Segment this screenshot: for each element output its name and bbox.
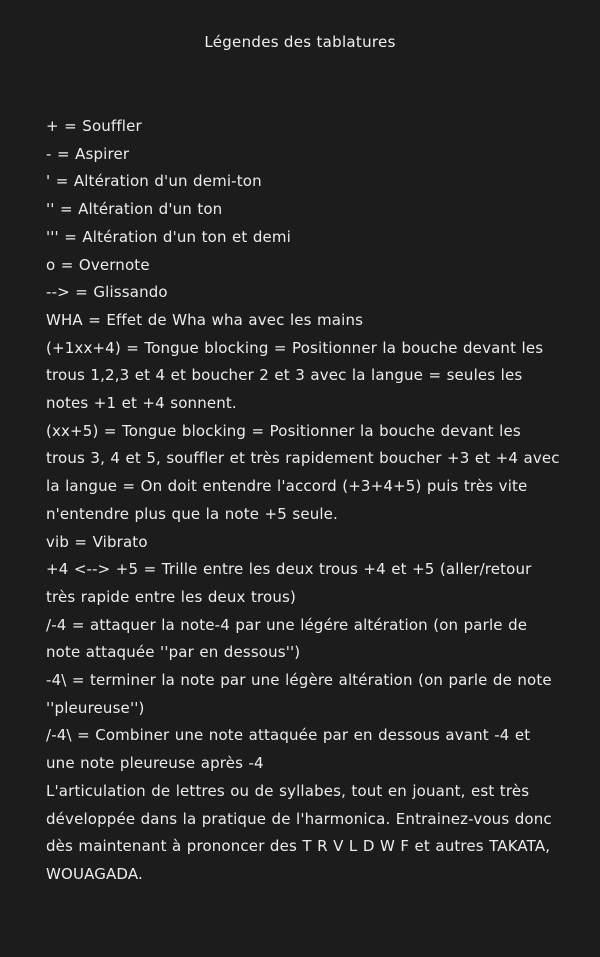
legend-item-combinaison: /-4\ = Combiner une note attaquée par en dessous avant -4 et une note pleureuse après -4 bbox=[46, 726, 531, 773]
legend-item-attaque: /-4 = attaquer la note-4 par une légére altération (on parle de note attaquée ''par en dessous'') bbox=[46, 615, 528, 662]
legend-item-trille: +4 <--> +5 = Trille entre les deux trous +4 et +5 (aller/retour très rapide entre les deux trous) bbox=[46, 560, 532, 606]
legend-item-souffler: + = Souffler bbox=[46, 117, 142, 135]
page-title: Légendes des tablatures bbox=[204, 33, 396, 51]
tablature-legend bbox=[46, 113, 564, 889]
legend-item-vibrato: vib = Vibrato bbox=[46, 532, 148, 551]
legend-item-wha: WHA = Effet de Wha wha avec les mains bbox=[46, 310, 364, 329]
legend-item-pleureuse: -4\ = terminer la note par une légère altération (on parle de note ''pleureuse'') bbox=[46, 671, 552, 717]
legend-item-overnote: o = Overnote bbox=[46, 255, 150, 274]
legend-item-aspirer: - = Aspirer bbox=[46, 144, 130, 163]
legend-item-tongue-blocking-5: (xx+5) = Tongue blocking = Positionner la bouche devant les trous 3, 4 et 5, souffler et très rapidement boucher +3 et +4 avec la langue = On doit entendre l'accord (+3+4+5) puis très vite n'entendre plus que la note +5 seule. bbox=[46, 421, 560, 523]
legend-item-tongue-blocking-1-4: (+1xx+4) = Tongue blocking = Positionner la bouche devant les trous 1,2,3 et 4 et boucher 2 et 3 avec la langue = seules les notes +1 et +4 sonnent. bbox=[46, 338, 544, 413]
legend-item-ton-et-demi: ''' = Altération d'un ton et demi bbox=[46, 227, 291, 246]
legend-item-ton: '' = Altération d'un ton bbox=[46, 200, 223, 219]
legend-item-demi-ton: ' = Altération d'un demi-ton bbox=[46, 172, 262, 191]
legend-item-glissando: --> = Glissando bbox=[46, 283, 168, 302]
legend-item-articulation: L'articulation de lettres ou de syllabes, tout en jouant, est très développée dans la pratique de l'harmonica. Entrainez-vous donc dès maintenant à prononcer des T R V L D W F et autres TAKATA, WOUAGADA. bbox=[46, 781, 552, 883]
